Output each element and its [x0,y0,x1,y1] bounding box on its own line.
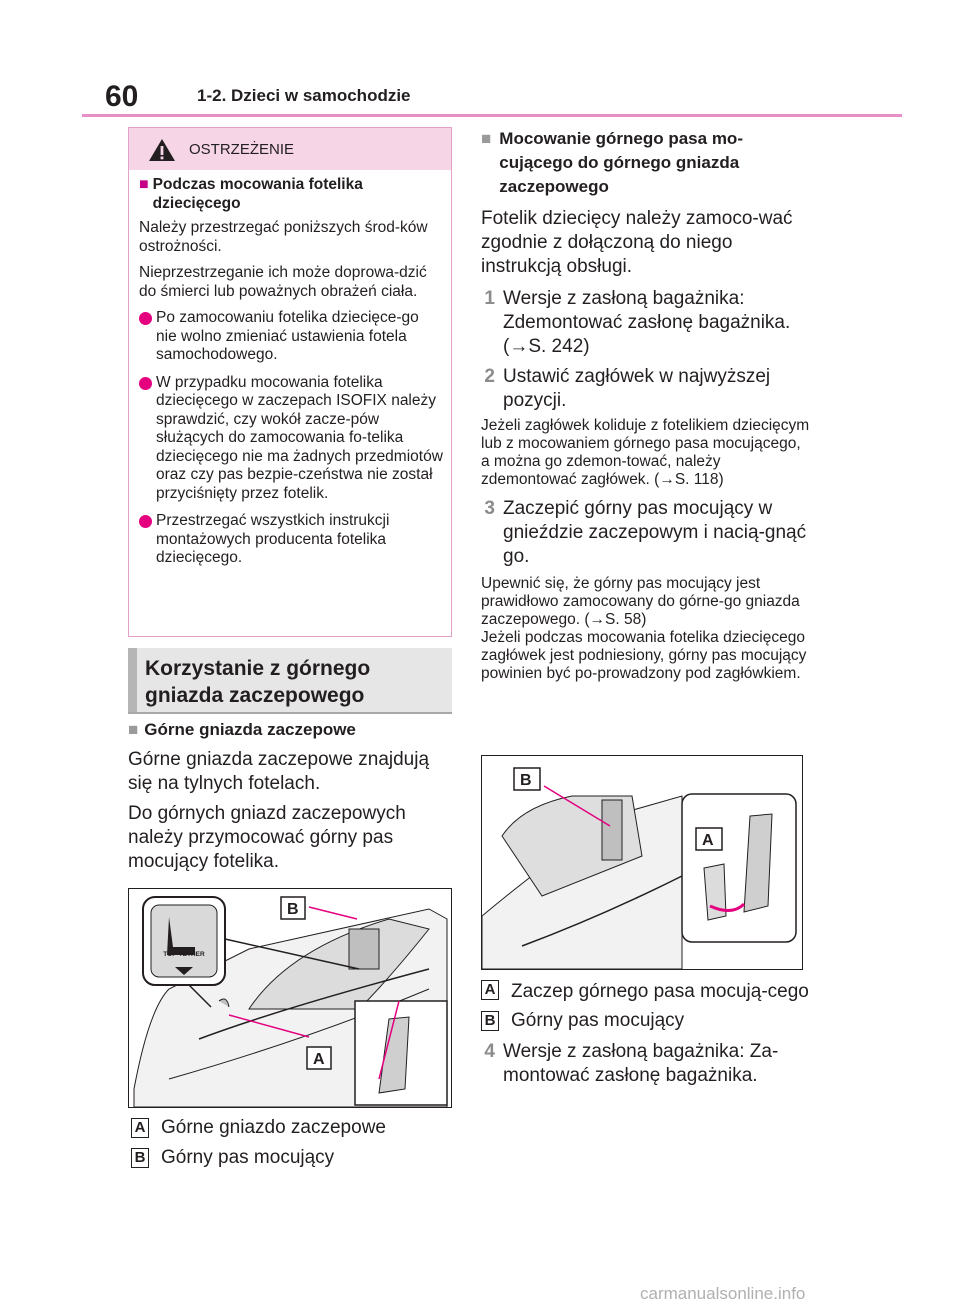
header-rule [82,114,902,117]
warning-bullet [139,309,443,365]
step-number: 2 [484,366,495,387]
square-bullet-icon: ■ [481,129,492,148]
legend-item [481,980,811,1004]
right-sub-heading [481,127,811,199]
warning-bullet-text: Przestrzegać wszystkich instrukcji montażowych producenta fotelika dziecięcego. [156,512,390,566]
bullet-dot-icon [139,515,152,528]
step-item [481,365,811,413]
step-text: Wersje z zasłoną bagażnika: Zdemontować zasłonę bagażnika. (→S. 242) [503,288,791,357]
legend-key: B [481,1011,499,1031]
note-tether-check: Upewnić się, że górny pas mocujący jest prawidłowo zamocowany do górne-go gniazda zaczepowego. (→S. 58) [481,575,800,628]
warning-bullet-text: Po zamocowaniu fotelika dziecięce-go nie wolno zmieniać ustawienia fotela samochodowego. [156,309,419,363]
warning-intro-2: Nieprzestrzeganie ich może doprowa-dzić do śmierci lub poważnych obrażeń ciała. [139,264,427,300]
legend-key: A [131,1118,149,1138]
warning-intro-1: Należy przestrzegać poniższych środ-ków ostrożności. [139,219,428,255]
legend-text: Górne gniazdo zaczepowe [161,1117,386,1138]
legend-item [481,1010,811,1032]
step-number: 3 [484,498,495,519]
step-item [481,287,811,359]
square-bullet-icon: ■ [128,720,139,739]
page-number: 60 [105,80,139,113]
note-headrest: Jeżeli zagłówek koliduje z fotelikiem dziecięcym lub z mocowaniem górnego pasa mocującego, a można go zdemon-tować, należy zdemontować zagłówek. (→S. 118) [481,417,810,488]
left-para-1: Górne gniazda zaczepowe znajdują się na tylnych fotelach. [128,749,430,794]
legend-key: B [131,1148,149,1168]
step-item [481,1040,811,1088]
top-tether-badge: TOP-TETHER [163,951,205,958]
step-item [481,497,811,569]
svg-text:B: B [287,901,299,918]
note-tether-route: Jeżeli podczas mocowania fotelika dziecięcego zagłówek jest podniesiony, górny pas mocujący powinien być po-prowadzony pod zagłówkiem. [481,629,807,682]
bullet-dot-icon [139,312,152,325]
warning-bullet [139,512,443,568]
seat-illustration [129,889,451,1107]
step-text: Ustawić zagłówek w najwyższej pozycji. [503,366,771,411]
warning-heading: Podczas mocowania fotelika dziecięcego [152,176,363,212]
svg-text:B: B [520,772,532,789]
watermark: carmanualsonline.info [640,1284,806,1303]
svg-text:A: A [313,1051,325,1068]
warning-icon [147,137,177,163]
heading-band-title: Korzystanie z górnego gniazda zaczepowego [145,657,371,707]
warning-title: OSTRZEŻENIE [189,141,295,158]
tether-illustration [482,756,802,969]
right-intro: Fotelik dziecięcy należy zamoco-wać zgodnie z dołączoną do niego instrukcją obsługi. [481,208,793,277]
step-number: 4 [484,1041,495,1062]
left-para-2: Do górnych gniazd zaczepowych należy przymocować górny pas mocujący fotelika. [128,803,406,872]
legend-text: Górny pas mocujący [511,1010,685,1031]
warning-header [129,128,451,170]
step-text: Wersje z zasłoną bagażnika: Za-montować zasłonę bagażnika. [503,1041,779,1086]
bullet-dot-icon [139,377,152,390]
legend-item [131,1117,386,1139]
warning-bullet-text: W przypadku mocowania fotelika dziecięcego w zaczepach ISOFIX należy sprawdzić, czy wokół zacze-pów służących do zamocowania fo-telika dziecięcego nie ma żadnych przedmiotów oraz czy pas bezpie-czeństwa nie został przyciśnięty przez fotelik. [156,373,443,502]
heading-band-bar [128,648,137,712]
heading-band-rule [128,712,452,714]
left-figure [128,888,452,1108]
left-sub-heading [128,720,458,740]
warning-bullet [139,374,443,504]
step-number: 1 [484,288,495,309]
step-text: Zaczepić górny pas mocujący w gnieździe zaczepowym i nacią-gnąć go. [503,498,807,567]
section-title: 1-2. Dzieci w samochodzie [197,86,411,105]
legend-key: A [481,980,499,1000]
square-bullet-icon: ■ [139,176,149,193]
legend-text: Górny pas mocujący [161,1147,335,1168]
right-sub-heading-text: Mocowanie górnego pasa mo-cującego do górnego gniazda zaczepowego [499,129,743,196]
left-sub-heading-text: Górne gniazda zaczepowe [144,720,356,739]
legend-item [131,1147,386,1169]
right-figure [481,755,803,970]
svg-text:A: A [702,832,714,849]
legend-text: Zaczep górnego pasa mocują-cego [511,981,809,1002]
warning-box [128,127,452,637]
